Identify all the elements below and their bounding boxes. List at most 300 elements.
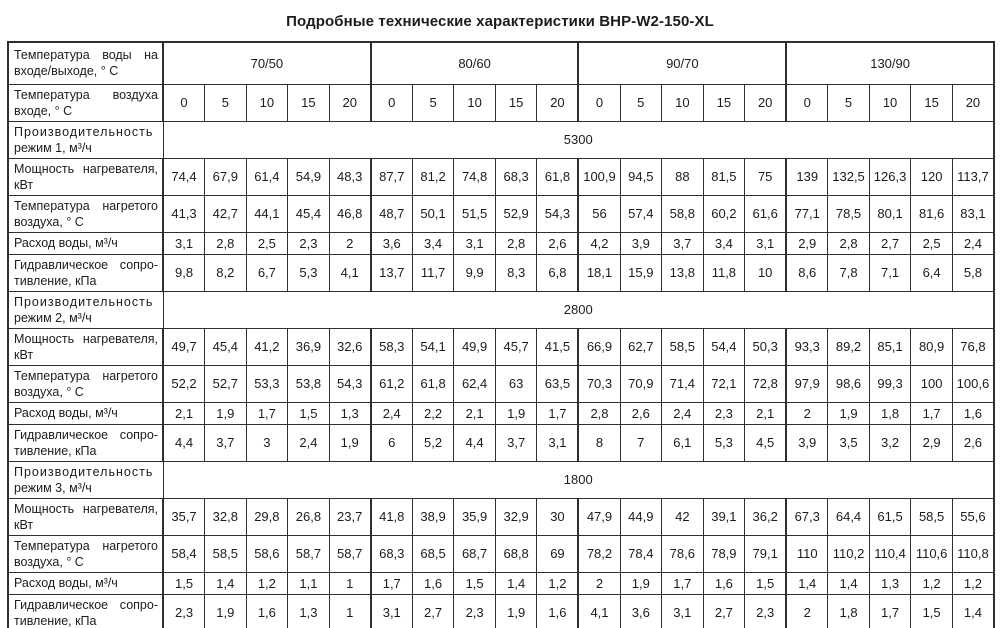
value-cell: 6,7 (246, 254, 288, 291)
data-row (8, 232, 994, 254)
value-cell: 139 (786, 158, 828, 195)
value-cell: 54,3 (329, 365, 371, 402)
water-temp-group-cell: 90/70 (578, 42, 786, 84)
value-cell: 52,2 (163, 365, 205, 402)
value-cell: 13,8 (662, 254, 704, 291)
value-cell: 76,8 (952, 328, 994, 365)
water-temp-group-cell: 130/90 (786, 42, 994, 84)
value-cell: 62,4 (454, 365, 496, 402)
value-cell: 1,8 (869, 402, 911, 424)
value-cell: 45,4 (205, 328, 247, 365)
value-cell: 99,3 (869, 365, 911, 402)
air-temp-cell: 0 (371, 84, 413, 121)
row-label: Температура нагретого воздуха, ° С (8, 365, 163, 402)
value-cell: 80,9 (911, 328, 953, 365)
value-cell: 58,5 (911, 498, 953, 535)
water-temp-label: Температура воды на входе/выходе, ° С (8, 42, 163, 84)
value-cell: 13,7 (371, 254, 413, 291)
value-cell: 78,9 (703, 535, 745, 572)
value-cell: 42,7 (205, 195, 247, 232)
value-cell: 56 (578, 195, 620, 232)
value-cell: 1,9 (329, 424, 371, 461)
value-cell: 10 (745, 254, 787, 291)
value-cell: 1,9 (620, 572, 662, 594)
water-temp-row (8, 42, 994, 84)
value-cell: 68,7 (454, 535, 496, 572)
value-cell: 36,9 (288, 328, 330, 365)
value-cell: 1,7 (662, 572, 704, 594)
air-temp-row (8, 84, 994, 121)
value-cell: 2,4 (288, 424, 330, 461)
value-cell: 2,5 (246, 232, 288, 254)
air-temp-label: Температура воздуха входе, ° С (8, 84, 163, 121)
air-temp-cell: 10 (662, 84, 704, 121)
value-cell: 2,3 (745, 594, 787, 628)
value-cell: 1,2 (911, 572, 953, 594)
value-cell: 58,5 (205, 535, 247, 572)
value-cell: 78,5 (828, 195, 870, 232)
value-cell: 35,7 (163, 498, 205, 535)
value-cell: 32,8 (205, 498, 247, 535)
data-row (8, 424, 994, 461)
value-cell: 2,6 (952, 424, 994, 461)
row-label: Температура нагретого воздуха, ° С (8, 195, 163, 232)
value-cell: 68,8 (495, 535, 537, 572)
value-cell: 2,4 (662, 402, 704, 424)
air-temp-cell: 15 (911, 84, 953, 121)
value-cell: 3,1 (371, 594, 413, 628)
value-cell: 62,7 (620, 328, 662, 365)
value-cell: 61,5 (869, 498, 911, 535)
value-cell: 50,3 (745, 328, 787, 365)
value-cell: 58,7 (288, 535, 330, 572)
value-cell: 110,6 (911, 535, 953, 572)
value-cell: 2,7 (703, 594, 745, 628)
capacity-row (8, 461, 994, 498)
value-cell: 1,5 (911, 594, 953, 628)
value-cell: 2,6 (537, 232, 579, 254)
water-temp-group-cell: 70/50 (163, 42, 371, 84)
value-cell: 1,9 (495, 402, 537, 424)
value-cell: 1,1 (288, 572, 330, 594)
value-cell: 42 (662, 498, 704, 535)
value-cell: 46,8 (329, 195, 371, 232)
value-cell: 70,9 (620, 365, 662, 402)
value-cell: 68,5 (412, 535, 454, 572)
value-cell: 18,1 (578, 254, 620, 291)
capacity-row (8, 291, 994, 328)
value-cell: 3,1 (745, 232, 787, 254)
value-cell: 1,2 (537, 572, 579, 594)
value-cell: 4,1 (329, 254, 371, 291)
value-cell: 3,2 (869, 424, 911, 461)
value-cell: 54,9 (288, 158, 330, 195)
value-cell: 35,9 (454, 498, 496, 535)
air-temp-cell: 20 (329, 84, 371, 121)
air-temp-cell: 15 (495, 84, 537, 121)
value-cell: 1,9 (205, 402, 247, 424)
value-cell: 1,7 (869, 594, 911, 628)
value-cell: 89,2 (828, 328, 870, 365)
value-cell: 1,6 (703, 572, 745, 594)
row-label: Мощность нагревателя, кВт (8, 328, 163, 365)
value-cell: 58,5 (662, 328, 704, 365)
value-cell: 36,2 (745, 498, 787, 535)
value-cell: 1,5 (163, 572, 205, 594)
value-cell: 8,3 (495, 254, 537, 291)
value-cell: 2,7 (412, 594, 454, 628)
value-cell: 2,1 (454, 402, 496, 424)
value-cell: 2 (786, 594, 828, 628)
value-cell: 53,8 (288, 365, 330, 402)
value-cell: 30 (537, 498, 579, 535)
value-cell: 4,5 (745, 424, 787, 461)
data-row (8, 594, 994, 628)
data-row (8, 365, 994, 402)
row-label: Мощность нагревателя, кВт (8, 498, 163, 535)
value-cell: 78,4 (620, 535, 662, 572)
value-cell: 1,7 (246, 402, 288, 424)
value-cell: 63,5 (537, 365, 579, 402)
value-cell: 1,4 (495, 572, 537, 594)
value-cell: 1,5 (288, 402, 330, 424)
value-cell: 3,7 (205, 424, 247, 461)
value-cell: 2,5 (911, 232, 953, 254)
value-cell: 61,6 (745, 195, 787, 232)
value-cell: 126,3 (869, 158, 911, 195)
value-cell: 132,5 (828, 158, 870, 195)
value-cell: 3,9 (620, 232, 662, 254)
value-cell: 72,8 (745, 365, 787, 402)
value-cell: 8,6 (786, 254, 828, 291)
value-cell: 68,3 (371, 535, 413, 572)
value-cell: 83,1 (952, 195, 994, 232)
value-cell: 81,6 (911, 195, 953, 232)
value-cell: 100 (911, 365, 953, 402)
value-cell: 3 (246, 424, 288, 461)
air-temp-cell: 10 (869, 84, 911, 121)
value-cell: 69 (537, 535, 579, 572)
value-cell: 41,5 (537, 328, 579, 365)
value-cell: 48,3 (329, 158, 371, 195)
value-cell: 81,5 (703, 158, 745, 195)
value-cell: 2,9 (911, 424, 953, 461)
value-cell: 11,8 (703, 254, 745, 291)
value-cell: 32,9 (495, 498, 537, 535)
value-cell: 4,1 (578, 594, 620, 628)
row-label: Гидравлическое сопро-тивление, кПа (8, 254, 163, 291)
value-cell: 1,5 (745, 572, 787, 594)
value-cell: 3,7 (495, 424, 537, 461)
value-cell: 68,3 (495, 158, 537, 195)
value-cell: 1,3 (329, 402, 371, 424)
value-cell: 49,9 (454, 328, 496, 365)
data-row (8, 535, 994, 572)
air-temp-cell: 0 (786, 84, 828, 121)
value-cell: 1,7 (371, 572, 413, 594)
value-cell: 58,4 (163, 535, 205, 572)
value-cell: 75 (745, 158, 787, 195)
row-label: Гидравлическое сопро-тивление, кПа (8, 594, 163, 628)
value-cell: 23,7 (329, 498, 371, 535)
value-cell: 61,8 (537, 158, 579, 195)
value-cell: 94,5 (620, 158, 662, 195)
value-cell: 3,7 (662, 232, 704, 254)
value-cell: 3,6 (371, 232, 413, 254)
value-cell: 2,1 (745, 402, 787, 424)
value-cell: 85,1 (869, 328, 911, 365)
data-row (8, 402, 994, 424)
data-row (8, 195, 994, 232)
capacity-value-cell: 2800 (163, 291, 994, 328)
value-cell: 1,7 (911, 402, 953, 424)
value-cell: 2,4 (952, 232, 994, 254)
value-cell: 9,9 (454, 254, 496, 291)
value-cell: 1,3 (288, 594, 330, 628)
value-cell: 100,9 (578, 158, 620, 195)
value-cell: 61,8 (412, 365, 454, 402)
water-temp-group-cell: 80/60 (371, 42, 579, 84)
value-cell: 9,8 (163, 254, 205, 291)
air-temp-cell: 0 (163, 84, 205, 121)
value-cell: 74,4 (163, 158, 205, 195)
value-cell: 74,8 (454, 158, 496, 195)
air-temp-cell: 0 (578, 84, 620, 121)
row-label: Гидравлическое сопро-тивление, кПа (8, 424, 163, 461)
value-cell: 50,1 (412, 195, 454, 232)
value-cell: 45,4 (288, 195, 330, 232)
row-label: Расход воды, м³/ч (8, 402, 163, 424)
value-cell: 3,1 (537, 424, 579, 461)
value-cell: 66,9 (578, 328, 620, 365)
value-cell: 120 (911, 158, 953, 195)
spec-table (7, 41, 995, 628)
capacity-row (8, 121, 994, 158)
capacity-label: Производительность режим 2, м³/ч (8, 291, 163, 328)
value-cell: 3,1 (163, 232, 205, 254)
value-cell: 44,9 (620, 498, 662, 535)
value-cell: 57,4 (620, 195, 662, 232)
value-cell: 3,9 (786, 424, 828, 461)
value-cell: 8,2 (205, 254, 247, 291)
value-cell: 4,4 (163, 424, 205, 461)
air-temp-cell: 15 (288, 84, 330, 121)
value-cell: 1,6 (537, 594, 579, 628)
value-cell: 7,8 (828, 254, 870, 291)
air-temp-cell: 10 (246, 84, 288, 121)
value-cell: 1,5 (454, 572, 496, 594)
value-cell: 70,3 (578, 365, 620, 402)
value-cell: 49,7 (163, 328, 205, 365)
value-cell: 1,9 (828, 402, 870, 424)
value-cell: 1,9 (205, 594, 247, 628)
value-cell: 3,1 (454, 232, 496, 254)
value-cell: 67,9 (205, 158, 247, 195)
value-cell: 1,4 (205, 572, 247, 594)
row-label: Расход воды, м³/ч (8, 232, 163, 254)
value-cell: 1,3 (869, 572, 911, 594)
air-temp-cell: 20 (537, 84, 579, 121)
value-cell: 8 (578, 424, 620, 461)
value-cell: 88 (662, 158, 704, 195)
value-cell: 2,3 (703, 402, 745, 424)
value-cell: 29,8 (246, 498, 288, 535)
value-cell: 98,6 (828, 365, 870, 402)
value-cell: 87,7 (371, 158, 413, 195)
value-cell: 2,8 (828, 232, 870, 254)
value-cell: 1 (329, 594, 371, 628)
value-cell: 1,6 (412, 572, 454, 594)
capacity-label: Производительность режим 1, м³/ч (8, 121, 163, 158)
value-cell: 110,2 (828, 535, 870, 572)
value-cell: 26,8 (288, 498, 330, 535)
air-temp-cell: 5 (205, 84, 247, 121)
value-cell: 2,8 (205, 232, 247, 254)
value-cell: 61,2 (371, 365, 413, 402)
value-cell: 63 (495, 365, 537, 402)
value-cell: 79,1 (745, 535, 787, 572)
value-cell: 2 (786, 402, 828, 424)
value-cell: 80,1 (869, 195, 911, 232)
value-cell: 5,3 (288, 254, 330, 291)
value-cell: 52,7 (205, 365, 247, 402)
value-cell: 93,3 (786, 328, 828, 365)
value-cell: 1,7 (537, 402, 579, 424)
value-cell: 3,4 (703, 232, 745, 254)
value-cell: 6,1 (662, 424, 704, 461)
value-cell: 5,3 (703, 424, 745, 461)
page-title: Подробные технические характеристики BHP-W2-150-XL (286, 13, 714, 30)
value-cell: 58,3 (371, 328, 413, 365)
air-temp-cell: 5 (620, 84, 662, 121)
value-cell: 6,8 (537, 254, 579, 291)
value-cell: 2 (578, 572, 620, 594)
air-temp-cell: 5 (412, 84, 454, 121)
value-cell: 1,4 (952, 594, 994, 628)
value-cell: 2,2 (412, 402, 454, 424)
value-cell: 61,4 (246, 158, 288, 195)
capacity-value-cell: 5300 (163, 121, 994, 158)
value-cell: 4,4 (454, 424, 496, 461)
value-cell: 7 (620, 424, 662, 461)
value-cell: 58,6 (246, 535, 288, 572)
value-cell: 60,2 (703, 195, 745, 232)
value-cell: 51,5 (454, 195, 496, 232)
value-cell: 53,3 (246, 365, 288, 402)
capacity-value-cell: 1800 (163, 461, 994, 498)
value-cell: 6 (371, 424, 413, 461)
value-cell: 1,2 (952, 572, 994, 594)
value-cell: 41,8 (371, 498, 413, 535)
value-cell: 2,3 (454, 594, 496, 628)
value-cell: 100,6 (952, 365, 994, 402)
value-cell: 3,5 (828, 424, 870, 461)
value-cell: 6,4 (911, 254, 953, 291)
value-cell: 41,2 (246, 328, 288, 365)
value-cell: 3,4 (412, 232, 454, 254)
value-cell: 110 (786, 535, 828, 572)
data-row (8, 328, 994, 365)
value-cell: 47,9 (578, 498, 620, 535)
value-cell: 72,1 (703, 365, 745, 402)
value-cell: 5,8 (952, 254, 994, 291)
data-row (8, 254, 994, 291)
value-cell: 97,9 (786, 365, 828, 402)
value-cell: 64,4 (828, 498, 870, 535)
value-cell: 81,2 (412, 158, 454, 195)
data-row (8, 158, 994, 195)
value-cell: 67,3 (786, 498, 828, 535)
air-temp-cell: 5 (828, 84, 870, 121)
value-cell: 2,8 (495, 232, 537, 254)
value-cell: 58,7 (329, 535, 371, 572)
row-label: Расход воды, м³/ч (8, 572, 163, 594)
value-cell: 113,7 (952, 158, 994, 195)
value-cell: 2,4 (371, 402, 413, 424)
value-cell: 3,6 (620, 594, 662, 628)
data-row (8, 572, 994, 594)
air-temp-cell: 20 (952, 84, 994, 121)
value-cell: 1,4 (786, 572, 828, 594)
air-temp-cell: 15 (703, 84, 745, 121)
value-cell: 15,9 (620, 254, 662, 291)
value-cell: 45,7 (495, 328, 537, 365)
value-cell: 1 (329, 572, 371, 594)
value-cell: 2,9 (786, 232, 828, 254)
value-cell: 55,6 (952, 498, 994, 535)
value-cell: 1,2 (246, 572, 288, 594)
air-temp-cell: 20 (745, 84, 787, 121)
value-cell: 1,8 (828, 594, 870, 628)
value-cell: 7,1 (869, 254, 911, 291)
value-cell: 1,6 (246, 594, 288, 628)
value-cell: 77,1 (786, 195, 828, 232)
value-cell: 52,9 (495, 195, 537, 232)
value-cell: 11,7 (412, 254, 454, 291)
value-cell: 1,9 (495, 594, 537, 628)
capacity-label: Производительность режим 3, м³/ч (8, 461, 163, 498)
value-cell: 1,6 (952, 402, 994, 424)
value-cell: 54,4 (703, 328, 745, 365)
value-cell: 3,1 (662, 594, 704, 628)
value-cell: 2,6 (620, 402, 662, 424)
value-cell: 5,2 (412, 424, 454, 461)
value-cell: 78,6 (662, 535, 704, 572)
value-cell: 2,1 (163, 402, 205, 424)
value-cell: 41,3 (163, 195, 205, 232)
value-cell: 2,3 (288, 232, 330, 254)
value-cell: 2,8 (578, 402, 620, 424)
air-temp-cell: 10 (454, 84, 496, 121)
value-cell: 2 (329, 232, 371, 254)
value-cell: 110,4 (869, 535, 911, 572)
value-cell: 32,6 (329, 328, 371, 365)
row-label: Температура нагретого воздуха, ° С (8, 535, 163, 572)
value-cell: 54,1 (412, 328, 454, 365)
value-cell: 4,2 (578, 232, 620, 254)
data-row (8, 498, 994, 535)
value-cell: 58,8 (662, 195, 704, 232)
value-cell: 2,3 (163, 594, 205, 628)
row-label: Мощность нагревателя, кВт (8, 158, 163, 195)
value-cell: 71,4 (662, 365, 704, 402)
value-cell: 39,1 (703, 498, 745, 535)
value-cell: 1,4 (828, 572, 870, 594)
value-cell: 48,7 (371, 195, 413, 232)
value-cell: 44,1 (246, 195, 288, 232)
value-cell: 38,9 (412, 498, 454, 535)
value-cell: 2,7 (869, 232, 911, 254)
